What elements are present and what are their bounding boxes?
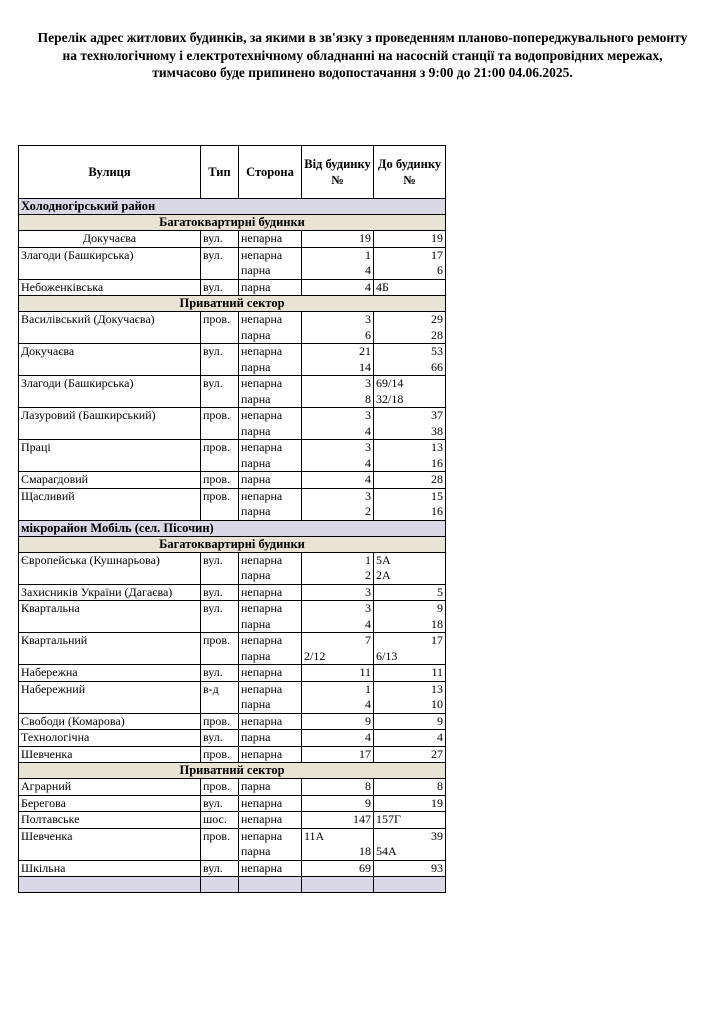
table-row bbox=[19, 713, 446, 730]
to-value-cell bbox=[374, 231, 446, 248]
street-type: в-д bbox=[201, 681, 239, 713]
to-value-cell bbox=[374, 440, 446, 472]
street-type: вул. bbox=[201, 601, 239, 633]
street-name: Злагоди (Башкирська) bbox=[19, 376, 201, 408]
from-value-cell bbox=[302, 795, 374, 812]
table-row bbox=[19, 440, 446, 472]
to-value: 15 bbox=[431, 488, 443, 503]
side-value: парна bbox=[241, 844, 271, 858]
street-type: пров. bbox=[201, 408, 239, 440]
section-label: Приватний сектор bbox=[19, 296, 446, 312]
to-value: 17 bbox=[431, 633, 443, 647]
to-value-cell bbox=[374, 472, 446, 489]
side-value-cell bbox=[239, 779, 302, 796]
from-value: 4 bbox=[365, 423, 371, 438]
section-label-row bbox=[19, 536, 446, 552]
side-value: парна bbox=[241, 263, 271, 277]
side-value: парна bbox=[241, 616, 271, 631]
side-value: непарна bbox=[241, 231, 283, 245]
from-value: 147 bbox=[353, 812, 371, 826]
side-value: парна bbox=[241, 779, 271, 793]
table-row bbox=[19, 828, 446, 860]
side-value: непарна bbox=[241, 860, 283, 875]
street-name: Василівський (Докучаєва) bbox=[19, 312, 201, 344]
side-value: непарна bbox=[241, 681, 283, 696]
street-type: пров. bbox=[201, 440, 239, 472]
side-value-cell bbox=[239, 860, 302, 877]
side-value-cell bbox=[239, 408, 302, 440]
to-value-cell bbox=[374, 713, 446, 730]
section-label-row bbox=[19, 763, 446, 779]
from-value-cell bbox=[302, 633, 374, 665]
to-value: 66 bbox=[431, 359, 443, 374]
section-label-row bbox=[19, 296, 446, 312]
from-value-cell bbox=[302, 860, 374, 877]
from-value: 1 bbox=[365, 247, 371, 262]
from-value-cell bbox=[302, 408, 374, 440]
header-type: Тип bbox=[201, 146, 239, 199]
side-value: парна bbox=[241, 472, 271, 486]
from-value: 4 bbox=[365, 616, 371, 631]
table-row bbox=[19, 312, 446, 344]
street-name: Європейська (Кушнарьова) bbox=[19, 552, 201, 584]
table-row bbox=[19, 376, 446, 408]
to-value: 5А bbox=[376, 552, 391, 567]
from-value-cell bbox=[302, 279, 374, 296]
table-row bbox=[19, 860, 446, 877]
header-to: До будинку № bbox=[374, 146, 446, 199]
side-value: парна bbox=[241, 504, 271, 518]
table-row bbox=[19, 812, 446, 829]
from-value-cell bbox=[302, 601, 374, 633]
side-value-cell bbox=[239, 312, 302, 344]
from-value-cell bbox=[302, 344, 374, 376]
street-type: вул. bbox=[201, 730, 239, 747]
side-value-cell bbox=[239, 376, 302, 408]
from-value-cell bbox=[302, 730, 374, 747]
side-value-cell bbox=[239, 584, 302, 601]
district-label-row bbox=[19, 520, 446, 536]
from-value-cell bbox=[302, 231, 374, 248]
table-row bbox=[19, 231, 446, 248]
to-value: 28 bbox=[431, 327, 443, 342]
to-value: 29 bbox=[431, 312, 443, 326]
from-value: 3 bbox=[365, 312, 371, 326]
side-value: непарна bbox=[241, 812, 283, 826]
street-name: Свободи (Комарова) bbox=[19, 713, 201, 730]
street-type: вул. bbox=[201, 231, 239, 248]
section-label: Багатоквартирні будинки bbox=[19, 215, 446, 231]
from-value-cell bbox=[302, 376, 374, 408]
side-value-cell bbox=[239, 681, 302, 713]
to-value-cell bbox=[374, 795, 446, 812]
side-value: непарна bbox=[241, 440, 283, 454]
from-value: 3 bbox=[365, 488, 371, 503]
from-value: 2 bbox=[365, 504, 371, 518]
to-value: 17 bbox=[431, 247, 443, 262]
side-value: парна bbox=[241, 730, 271, 744]
table-row bbox=[19, 344, 446, 376]
from-value: 3 bbox=[365, 376, 371, 390]
side-value-cell bbox=[239, 812, 302, 829]
district-label: мікрорайон Мобіль (сел. Пісочин) bbox=[19, 520, 446, 536]
to-value: 4 bbox=[437, 730, 443, 744]
table-header-row bbox=[19, 146, 446, 199]
side-value: непарна bbox=[241, 552, 283, 567]
to-value-cell bbox=[374, 860, 446, 877]
header-from: Від будинку № bbox=[302, 146, 374, 199]
from-value-cell bbox=[302, 584, 374, 601]
address-table bbox=[18, 145, 446, 893]
side-value: непарна bbox=[241, 488, 283, 503]
street-name: Щасливий bbox=[19, 488, 201, 520]
from-value: 9 bbox=[365, 713, 371, 728]
from-value: 21 bbox=[359, 344, 371, 358]
to-value: 69/14 bbox=[376, 376, 404, 390]
from-value-cell bbox=[302, 247, 374, 279]
from-value: 7 bbox=[365, 633, 371, 647]
from-value: 3 bbox=[365, 584, 371, 599]
side-value-cell bbox=[239, 746, 302, 763]
side-value: парна bbox=[241, 279, 271, 294]
section-label: Багатоквартирні будинки bbox=[19, 536, 446, 552]
from-value: 4 bbox=[365, 472, 371, 486]
side-value-cell bbox=[239, 440, 302, 472]
from-value: 19 bbox=[359, 231, 371, 245]
to-value: 6 bbox=[437, 263, 443, 277]
street-name: Берегова bbox=[19, 795, 201, 812]
empty-cell bbox=[239, 877, 302, 893]
to-value-cell bbox=[374, 812, 446, 829]
street-name: Лазуровий (Башкирський) bbox=[19, 408, 201, 440]
to-value-cell bbox=[374, 552, 446, 584]
table-row bbox=[19, 681, 446, 713]
table-row bbox=[19, 488, 446, 520]
to-value: 19 bbox=[431, 795, 443, 810]
to-value: 6/13 bbox=[376, 648, 398, 663]
table-row bbox=[19, 746, 446, 763]
side-value: непарна bbox=[241, 601, 283, 615]
district-label: Холодногірський район bbox=[19, 199, 446, 215]
from-value: 1 bbox=[365, 552, 371, 567]
empty-row bbox=[19, 877, 446, 893]
from-value: 11 bbox=[359, 665, 371, 679]
to-value-cell bbox=[374, 584, 446, 601]
to-value-cell bbox=[374, 344, 446, 376]
to-value: 16 bbox=[431, 455, 443, 470]
table-row bbox=[19, 472, 446, 489]
street-type: вул. bbox=[201, 376, 239, 408]
side-value-cell bbox=[239, 279, 302, 296]
side-value: непарна bbox=[241, 584, 283, 599]
street-type: пров. bbox=[201, 746, 239, 763]
side-value: непарна bbox=[241, 665, 283, 679]
to-value: 2А bbox=[376, 568, 391, 582]
to-value: 27 bbox=[431, 746, 443, 761]
to-value: 38 bbox=[431, 423, 443, 438]
side-value: непарна bbox=[241, 376, 283, 390]
to-value: 39 bbox=[431, 828, 443, 843]
to-value-cell bbox=[374, 730, 446, 747]
from-value: 2/12 bbox=[304, 648, 326, 663]
side-value-cell bbox=[239, 730, 302, 747]
to-value-cell bbox=[374, 376, 446, 408]
table-body bbox=[19, 199, 446, 893]
side-value: парна bbox=[241, 391, 271, 406]
from-value-cell bbox=[302, 828, 374, 860]
side-value: непарна bbox=[241, 828, 283, 843]
street-name: Шевченка bbox=[19, 746, 201, 763]
header-street: Вулиця bbox=[19, 146, 201, 199]
from-value: 8 bbox=[365, 391, 371, 406]
table-row bbox=[19, 408, 446, 440]
to-value: 53 bbox=[431, 344, 443, 358]
from-value-cell bbox=[302, 681, 374, 713]
to-value: 32/18 bbox=[376, 391, 404, 406]
to-value: 54А bbox=[376, 844, 397, 858]
from-value: 69 bbox=[359, 860, 371, 875]
side-value: непарна bbox=[241, 746, 283, 761]
side-value-cell bbox=[239, 231, 302, 248]
street-name: Шевченка bbox=[19, 828, 201, 860]
district-label-row bbox=[19, 199, 446, 215]
street-type: пров. bbox=[201, 472, 239, 489]
from-value: 14 bbox=[359, 359, 371, 374]
empty-cell bbox=[302, 877, 374, 893]
to-value-cell bbox=[374, 279, 446, 296]
from-value: 4 bbox=[365, 455, 371, 470]
side-value: непарна bbox=[241, 795, 283, 810]
to-value: 13 bbox=[431, 440, 443, 454]
to-value-cell bbox=[374, 746, 446, 763]
street-name: Полтавське bbox=[19, 812, 201, 829]
table-row bbox=[19, 795, 446, 812]
to-value: 93 bbox=[431, 860, 443, 875]
street-name: Небоженківська bbox=[19, 279, 201, 296]
side-value: парна bbox=[241, 697, 271, 711]
table-row bbox=[19, 279, 446, 296]
from-value: 3 bbox=[365, 440, 371, 454]
from-value-cell bbox=[302, 472, 374, 489]
from-value-cell bbox=[302, 812, 374, 829]
street-name: Смарагдовий bbox=[19, 472, 201, 489]
street-type: пров. bbox=[201, 633, 239, 665]
side-value-cell bbox=[239, 344, 302, 376]
to-value: 9 bbox=[437, 601, 443, 615]
table-row bbox=[19, 584, 446, 601]
to-value: 13 bbox=[431, 681, 443, 696]
street-name: Технологічна bbox=[19, 730, 201, 747]
table-row bbox=[19, 601, 446, 633]
street-type: вул. bbox=[201, 279, 239, 296]
street-name: Праці bbox=[19, 440, 201, 472]
to-value: 11 bbox=[431, 665, 443, 679]
street-type: вул. bbox=[201, 860, 239, 877]
from-value: 4 bbox=[365, 730, 371, 744]
to-value: 5 bbox=[437, 584, 443, 599]
side-value-cell bbox=[239, 633, 302, 665]
street-type: пров. bbox=[201, 312, 239, 344]
street-type: вул. bbox=[201, 584, 239, 601]
street-type: пров. bbox=[201, 828, 239, 860]
from-value: 4 bbox=[365, 697, 371, 711]
street-type: вул. bbox=[201, 795, 239, 812]
from-value-cell bbox=[302, 713, 374, 730]
to-value: 4Б bbox=[376, 279, 389, 294]
side-value-cell bbox=[239, 795, 302, 812]
header-side: Сторона bbox=[239, 146, 302, 199]
street-name: Набережний bbox=[19, 681, 201, 713]
from-value-cell bbox=[302, 552, 374, 584]
side-value: парна bbox=[241, 455, 271, 470]
side-value-cell bbox=[239, 488, 302, 520]
document-title: Перелік адрес житлових будинків, за якими в зв'язку з проведенням планово-попереджувального ремонту на технологічному і електротехнічному обладнанні на насосній станції та водопровідних мережах, тимчасово буде припинено водопостачання з 9:00 до 21:00 04.06.2025. bbox=[37, 30, 688, 80]
side-value-cell bbox=[239, 552, 302, 584]
table-row bbox=[19, 779, 446, 796]
street-type: вул. bbox=[201, 552, 239, 584]
to-value-cell bbox=[374, 633, 446, 665]
side-value: парна bbox=[241, 568, 271, 582]
street-name: Аграрний bbox=[19, 779, 201, 796]
from-value-cell bbox=[302, 488, 374, 520]
side-value: парна bbox=[241, 648, 271, 663]
from-value: 9 bbox=[365, 795, 371, 810]
side-value: парна bbox=[241, 423, 271, 438]
to-value-cell bbox=[374, 601, 446, 633]
from-value: 17 bbox=[359, 746, 371, 761]
from-value-cell bbox=[302, 746, 374, 763]
table-row bbox=[19, 665, 446, 682]
to-value-cell bbox=[374, 828, 446, 860]
side-value: непарна bbox=[241, 247, 283, 262]
section-label-row bbox=[19, 215, 446, 231]
from-value-cell bbox=[302, 779, 374, 796]
street-name: Захисників України (Дагаєва) bbox=[19, 584, 201, 601]
from-value: 8 bbox=[365, 779, 371, 793]
side-value-cell bbox=[239, 472, 302, 489]
to-value: 9 bbox=[437, 713, 443, 728]
from-value: 3 bbox=[365, 601, 371, 615]
empty-cell bbox=[19, 877, 201, 893]
street-type: вул. bbox=[201, 247, 239, 279]
side-value: непарна bbox=[241, 408, 283, 422]
to-value-cell bbox=[374, 488, 446, 520]
from-value-cell bbox=[302, 665, 374, 682]
street-type: пров. bbox=[201, 713, 239, 730]
from-value: 1 bbox=[365, 681, 371, 696]
to-value: 37 bbox=[431, 408, 443, 422]
street-type: пров. bbox=[201, 488, 239, 520]
street-name: Квартальна bbox=[19, 601, 201, 633]
street-name: Шкільна bbox=[19, 860, 201, 877]
street-type: вул. bbox=[201, 344, 239, 376]
empty-cell bbox=[201, 877, 239, 893]
to-value-cell bbox=[374, 665, 446, 682]
side-value-cell bbox=[239, 665, 302, 682]
street-type: вул. bbox=[201, 665, 239, 682]
from-value-cell bbox=[302, 312, 374, 344]
to-value-cell bbox=[374, 247, 446, 279]
table-row bbox=[19, 633, 446, 665]
to-value-cell bbox=[374, 312, 446, 344]
from-value: 18 bbox=[359, 844, 371, 858]
to-value-cell bbox=[374, 408, 446, 440]
from-value: 11А bbox=[304, 828, 325, 843]
side-value-cell bbox=[239, 601, 302, 633]
street-type: пров. bbox=[201, 779, 239, 796]
side-value: парна bbox=[241, 327, 271, 342]
side-value: непарна bbox=[241, 312, 283, 326]
from-value: 4 bbox=[365, 263, 371, 277]
to-value: 28 bbox=[431, 472, 443, 486]
from-value: 4 bbox=[365, 279, 371, 294]
from-value: 6 bbox=[365, 327, 371, 342]
empty-cell bbox=[374, 877, 446, 893]
section-label: Приватний сектор bbox=[19, 763, 446, 779]
from-value-cell bbox=[302, 440, 374, 472]
street-name: Докучаєва bbox=[19, 344, 201, 376]
table-row bbox=[19, 247, 446, 279]
side-value-cell bbox=[239, 247, 302, 279]
side-value-cell bbox=[239, 828, 302, 860]
table-row bbox=[19, 730, 446, 747]
street-type: шос. bbox=[201, 812, 239, 829]
side-value: парна bbox=[241, 359, 271, 374]
street-name: Набережна bbox=[19, 665, 201, 682]
side-value: непарна bbox=[241, 633, 283, 647]
street-name: Злагоди (Башкирська) bbox=[19, 247, 201, 279]
from-value: 2 bbox=[365, 568, 371, 582]
to-value-cell bbox=[374, 681, 446, 713]
to-value: 16 bbox=[431, 504, 443, 518]
to-value: 157Г bbox=[376, 812, 401, 826]
to-value: 8 bbox=[437, 779, 443, 793]
side-value-cell bbox=[239, 713, 302, 730]
table-row bbox=[19, 552, 446, 584]
street-name: Докучаєва bbox=[19, 231, 201, 248]
to-value: 19 bbox=[431, 231, 443, 245]
from-value: 3 bbox=[365, 408, 371, 422]
side-value: непарна bbox=[241, 713, 283, 728]
street-name: Квартальний bbox=[19, 633, 201, 665]
to-value: 18 bbox=[431, 616, 443, 631]
to-value: 10 bbox=[431, 697, 443, 711]
side-value: непарна bbox=[241, 344, 283, 358]
to-value-cell bbox=[374, 779, 446, 796]
